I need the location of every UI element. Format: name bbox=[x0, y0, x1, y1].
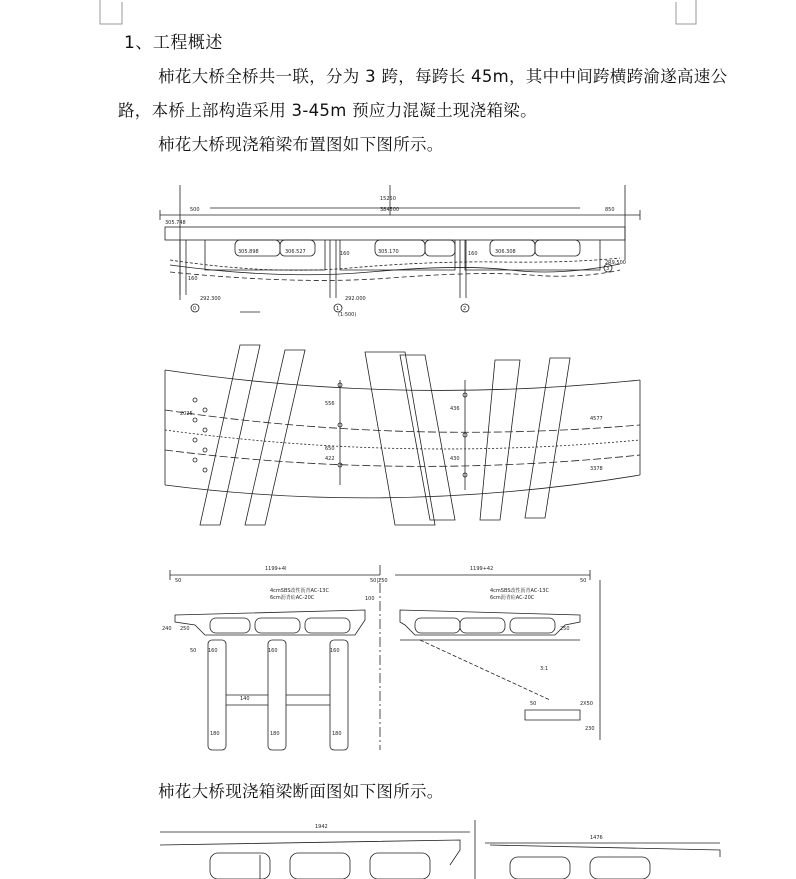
paragraph-layout-caption: 柿花大桥现浇箱梁布置图如下图所示。 bbox=[158, 135, 444, 154]
page-corner-marks bbox=[0, 0, 796, 40]
elev-dim-right: 850 bbox=[605, 207, 615, 213]
sec-dim-9: 160 bbox=[268, 648, 278, 654]
sec-dim-6: 250 bbox=[180, 626, 190, 632]
sec-note-4: 6cm沥青砼AC-20C bbox=[490, 595, 535, 601]
elev-scale: (1:500) bbox=[338, 312, 357, 318]
sec-dim-12: 140 bbox=[240, 696, 250, 702]
elev-dim-total: 15250 bbox=[380, 196, 396, 202]
elev-label-7: 2R9.500 bbox=[605, 260, 626, 266]
bridge-section-detail-drawing bbox=[140, 815, 740, 879]
sec-dim-13: 180 bbox=[210, 731, 220, 737]
plan-dim-1: 2025 bbox=[180, 411, 193, 417]
elev-label-4: 306.308 bbox=[495, 249, 516, 255]
sec-dim-7: 250 bbox=[560, 626, 570, 632]
paragraph-overview: 柿花大桥全桥共一联，分为 3 跨，每跨长 45m，其中中间跨横跨渝遂高速公路，本桥上部构造采用 3-45m 预应力混凝土现浇箱梁。 bbox=[118, 67, 728, 120]
pier-label-2: 2 bbox=[463, 306, 467, 312]
plan-dim-4: 422 bbox=[325, 456, 335, 462]
pier-label-0: 0 bbox=[193, 306, 197, 312]
elev-note-3: 160 bbox=[188, 276, 198, 282]
elev-label-2: 306.527 bbox=[285, 249, 306, 255]
plan-dim-7: 436 bbox=[450, 406, 460, 412]
sec-dim-4: 50|250 bbox=[370, 578, 388, 584]
plan-dim-8: 430 bbox=[450, 456, 460, 462]
elev-label-6: 292.000 bbox=[345, 296, 366, 302]
detail-dim-left: 1942 bbox=[315, 824, 328, 830]
sec-note-3: 4cmSBS改性沥青AC-13C bbox=[490, 588, 549, 594]
elev-note-2: 160 bbox=[468, 251, 478, 257]
bridge-plan-drawing bbox=[160, 340, 650, 530]
sec-dim-16: 50 bbox=[530, 701, 537, 707]
pier-label-1: 1 bbox=[336, 306, 340, 312]
plan-dim-5: 4577 bbox=[590, 416, 603, 422]
elev-label-8: 305.748 bbox=[165, 220, 186, 226]
elev-label-5: 292.300 bbox=[200, 296, 221, 302]
sec-slope: 3:1 bbox=[540, 666, 549, 672]
bridge-elevation-drawing bbox=[150, 180, 650, 320]
bridge-cross-section-drawing bbox=[160, 560, 610, 760]
sec-dim-10: 160 bbox=[330, 648, 340, 654]
elev-dim-left: 500 bbox=[190, 207, 200, 213]
sec-dim-right: 1199+42 bbox=[470, 566, 494, 572]
elev-label-3: 305.170 bbox=[378, 249, 399, 255]
elev-note-1: 160 bbox=[340, 251, 350, 257]
sec-dim-19: 240 bbox=[162, 626, 172, 632]
sec-dim-3: 50 bbox=[175, 578, 182, 584]
elev-dim-span: 384500 bbox=[380, 207, 400, 213]
sec-dim-15: 180 bbox=[332, 731, 342, 737]
sec-dim-18: 230 bbox=[585, 726, 595, 732]
sec-dim-8: 160 bbox=[208, 648, 218, 654]
plan-dim-3: 650 bbox=[325, 446, 335, 452]
sec-dim-17: 2X50 bbox=[580, 701, 593, 707]
sec-dim-14: 180 bbox=[270, 731, 280, 737]
sec-dim-20: 100 bbox=[365, 596, 375, 602]
plan-dim-2: 556 bbox=[325, 401, 335, 407]
pier-label-3: 3 bbox=[606, 266, 610, 272]
section-heading: 1、工程概述 bbox=[124, 33, 223, 53]
sec-note-1: 4cmSBS改性沥青AC-13C bbox=[270, 588, 329, 594]
sec-dim-11: 50 bbox=[190, 648, 197, 654]
elev-label-1: 305.898 bbox=[238, 249, 259, 255]
detail-dim-right: 1476 bbox=[590, 835, 603, 841]
sec-note-2: 6cm沥青砼AC-20C bbox=[270, 595, 315, 601]
sec-dim-left: 1199+4l bbox=[265, 566, 287, 572]
plan-dim-6: 3378 bbox=[590, 466, 603, 472]
paragraph-section-caption: 柿花大桥现浇箱梁断面图如下图所示。 bbox=[158, 782, 444, 801]
sec-dim-5: 50 bbox=[580, 578, 587, 584]
